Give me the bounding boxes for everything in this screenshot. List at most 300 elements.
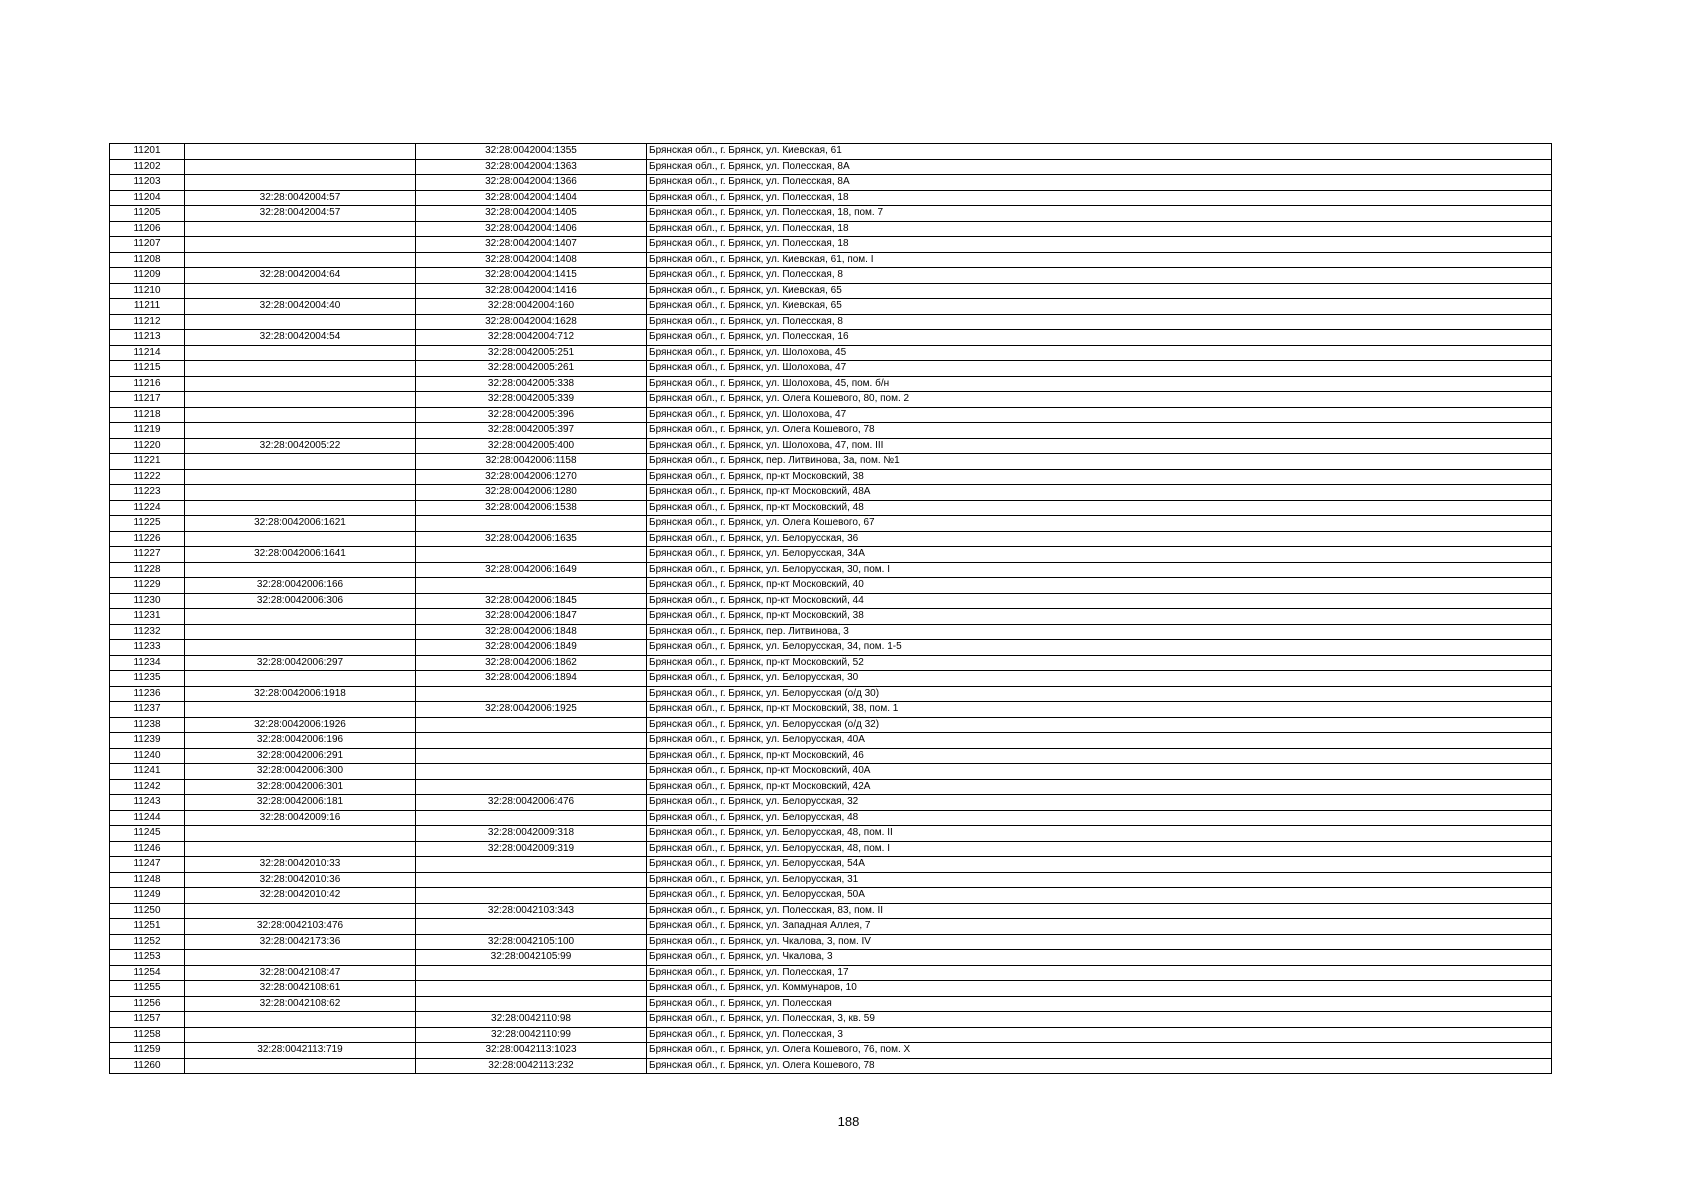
table-row bbox=[110, 175, 1552, 191]
object-number-cell: 32:28:0042004:1404 bbox=[416, 190, 647, 206]
parcel-number-cell bbox=[185, 1012, 416, 1028]
object-number-cell: 32:28:0042005:338 bbox=[416, 376, 647, 392]
table-row bbox=[110, 547, 1552, 563]
table-row bbox=[110, 1043, 1552, 1059]
object-number-cell bbox=[416, 686, 647, 702]
parcel-number-cell: 32:28:0042113:719 bbox=[185, 1043, 416, 1059]
address-cell: Брянская обл., г. Брянск, ул. Белорусская, 34, пом. 1-5 bbox=[647, 640, 1552, 656]
table-row bbox=[110, 779, 1552, 795]
table-row bbox=[110, 438, 1552, 454]
parcel-number-cell bbox=[185, 144, 416, 160]
table-row bbox=[110, 206, 1552, 222]
parcel-number-cell bbox=[185, 826, 416, 842]
parcel-number-cell: 32:28:0042006:291 bbox=[185, 748, 416, 764]
parcel-number-cell bbox=[185, 175, 416, 191]
object-number-cell: 32:28:0042005:396 bbox=[416, 407, 647, 423]
table-row bbox=[110, 237, 1552, 253]
table-row bbox=[110, 531, 1552, 547]
table-row bbox=[110, 965, 1552, 981]
table-row bbox=[110, 345, 1552, 361]
address-cell: Брянская обл., г. Брянск, ул. Полесская, 83, пом. II bbox=[647, 903, 1552, 919]
row-number-cell: 11219 bbox=[110, 423, 185, 439]
address-cell: Брянская обл., г. Брянск, ул. Белорусская, 31 bbox=[647, 872, 1552, 888]
registry-table bbox=[109, 143, 1552, 1074]
object-number-cell: 32:28:0042006:1538 bbox=[416, 500, 647, 516]
row-number-cell: 11242 bbox=[110, 779, 185, 795]
parcel-number-cell bbox=[185, 671, 416, 687]
row-number-cell: 11237 bbox=[110, 702, 185, 718]
parcel-number-cell: 32:28:0042103:476 bbox=[185, 919, 416, 935]
address-cell: Брянская обл., г. Брянск, ул. Олега Кошевого, 67 bbox=[647, 516, 1552, 532]
address-cell: Брянская обл., г. Брянск, ул. Белорусская, 34А bbox=[647, 547, 1552, 563]
row-number-cell: 11239 bbox=[110, 733, 185, 749]
parcel-number-cell bbox=[185, 314, 416, 330]
object-number-cell: 32:28:0042005:251 bbox=[416, 345, 647, 361]
parcel-number-cell bbox=[185, 376, 416, 392]
address-cell: Брянская обл., г. Брянск, ул. Белорусская (о/д 30) bbox=[647, 686, 1552, 702]
address-cell: Брянская обл., г. Брянск, ул. Киевская, 61, пом. I bbox=[647, 252, 1552, 268]
parcel-number-cell bbox=[185, 345, 416, 361]
address-cell: Брянская обл., г. Брянск, ул. Шолохова, 47 bbox=[647, 407, 1552, 423]
address-cell: Брянская обл., г. Брянск, ул. Белорусская, 30, пом. I bbox=[647, 562, 1552, 578]
table-row bbox=[110, 330, 1552, 346]
row-number-cell: 11218 bbox=[110, 407, 185, 423]
object-number-cell: 32:28:0042004:1407 bbox=[416, 237, 647, 253]
parcel-number-cell: 32:28:0042108:61 bbox=[185, 981, 416, 997]
row-number-cell: 11248 bbox=[110, 872, 185, 888]
table-row bbox=[110, 485, 1552, 501]
parcel-number-cell bbox=[185, 609, 416, 625]
address-cell: Брянская обл., г. Брянск, ул. Олега Кошевого, 76, пом. X bbox=[647, 1043, 1552, 1059]
object-number-cell: 32:28:0042005:400 bbox=[416, 438, 647, 454]
parcel-number-cell: 32:28:0042006:181 bbox=[185, 795, 416, 811]
table-row bbox=[110, 1027, 1552, 1043]
object-number-cell: 32:28:0042110:99 bbox=[416, 1027, 647, 1043]
object-number-cell bbox=[416, 981, 647, 997]
table-row bbox=[110, 950, 1552, 966]
parcel-number-cell: 32:28:0042173:36 bbox=[185, 934, 416, 950]
page-number: 188 bbox=[837, 1114, 860, 1129]
object-number-cell bbox=[416, 764, 647, 780]
object-number-cell: 32:28:0042006:1925 bbox=[416, 702, 647, 718]
table-row bbox=[110, 903, 1552, 919]
address-cell: Брянская обл., г. Брянск, ул. Полесская, 3 bbox=[647, 1027, 1552, 1043]
table-row bbox=[110, 733, 1552, 749]
object-number-cell: 32:28:0042004:160 bbox=[416, 299, 647, 315]
address-cell: Брянская обл., г. Брянск, пр-кт Московский, 44 bbox=[647, 593, 1552, 609]
parcel-number-cell bbox=[185, 221, 416, 237]
parcel-number-cell bbox=[185, 624, 416, 640]
parcel-number-cell bbox=[185, 283, 416, 299]
address-cell: Брянская обл., г. Брянск, ул. Киевская, 65 bbox=[647, 299, 1552, 315]
table-row bbox=[110, 795, 1552, 811]
parcel-number-cell: 32:28:0042004:54 bbox=[185, 330, 416, 346]
table-row bbox=[110, 144, 1552, 160]
row-number-cell: 11256 bbox=[110, 996, 185, 1012]
object-number-cell: 32:28:0042006:476 bbox=[416, 795, 647, 811]
row-number-cell: 11230 bbox=[110, 593, 185, 609]
object-number-cell: 32:28:0042006:1847 bbox=[416, 609, 647, 625]
address-cell: Брянская обл., г. Брянск, ул. Чкалова, 3, пом. IV bbox=[647, 934, 1552, 950]
row-number-cell: 11250 bbox=[110, 903, 185, 919]
row-number-cell: 11223 bbox=[110, 485, 185, 501]
parcel-number-cell: 32:28:0042006:166 bbox=[185, 578, 416, 594]
address-cell: Брянская обл., г. Брянск, ул. Белорусская, 30 bbox=[647, 671, 1552, 687]
table-row bbox=[110, 872, 1552, 888]
object-number-cell: 32:28:0042105:100 bbox=[416, 934, 647, 950]
parcel-number-cell bbox=[185, 423, 416, 439]
parcel-number-cell bbox=[185, 485, 416, 501]
registry-table-body bbox=[110, 144, 1552, 1074]
address-cell: Брянская обл., г. Брянск, ул. Полесская, 8 bbox=[647, 314, 1552, 330]
table-row bbox=[110, 748, 1552, 764]
row-number-cell: 11221 bbox=[110, 454, 185, 470]
row-number-cell: 11206 bbox=[110, 221, 185, 237]
row-number-cell: 11243 bbox=[110, 795, 185, 811]
row-number-cell: 11208 bbox=[110, 252, 185, 268]
object-number-cell bbox=[416, 888, 647, 904]
row-number-cell: 11210 bbox=[110, 283, 185, 299]
row-number-cell: 11227 bbox=[110, 547, 185, 563]
object-number-cell: 32:28:0042113:1023 bbox=[416, 1043, 647, 1059]
parcel-number-cell: 32:28:0042004:40 bbox=[185, 299, 416, 315]
parcel-number-cell bbox=[185, 562, 416, 578]
parcel-number-cell: 32:28:0042108:62 bbox=[185, 996, 416, 1012]
table-row bbox=[110, 593, 1552, 609]
table-row bbox=[110, 562, 1552, 578]
address-cell: Брянская обл., г. Брянск, ул. Западная Аллея, 7 bbox=[647, 919, 1552, 935]
table-row bbox=[110, 578, 1552, 594]
parcel-number-cell: 32:28:0042004:64 bbox=[185, 268, 416, 284]
table-row bbox=[110, 392, 1552, 408]
object-number-cell: 32:28:0042005:261 bbox=[416, 361, 647, 377]
row-number-cell: 11214 bbox=[110, 345, 185, 361]
object-number-cell: 32:28:0042006:1845 bbox=[416, 593, 647, 609]
object-number-cell: 32:28:0042103:343 bbox=[416, 903, 647, 919]
row-number-cell: 11204 bbox=[110, 190, 185, 206]
parcel-number-cell: 32:28:0042010:42 bbox=[185, 888, 416, 904]
object-number-cell: 32:28:0042004:712 bbox=[416, 330, 647, 346]
object-number-cell: 32:28:0042004:1628 bbox=[416, 314, 647, 330]
address-cell: Брянская обл., г. Брянск, ул. Олега Кошевого, 78 bbox=[647, 1058, 1552, 1074]
address-cell: Брянская обл., г. Брянск, ул. Белорусская, 54А bbox=[647, 857, 1552, 873]
parcel-number-cell bbox=[185, 361, 416, 377]
parcel-number-cell: 32:28:0042006:301 bbox=[185, 779, 416, 795]
table-row bbox=[110, 996, 1552, 1012]
address-cell: Брянская обл., г. Брянск, ул. Белорусская (о/д 32) bbox=[647, 717, 1552, 733]
table-row bbox=[110, 671, 1552, 687]
parcel-number-cell bbox=[185, 237, 416, 253]
parcel-number-cell: 32:28:0042006:1918 bbox=[185, 686, 416, 702]
address-cell: Брянская обл., г. Брянск, ул. Белорусская, 40А bbox=[647, 733, 1552, 749]
address-cell: Брянская обл., г. Брянск, пр-кт Московский, 52 bbox=[647, 655, 1552, 671]
table-row bbox=[110, 686, 1552, 702]
object-number-cell bbox=[416, 996, 647, 1012]
object-number-cell bbox=[416, 578, 647, 594]
object-number-cell: 32:28:0042006:1635 bbox=[416, 531, 647, 547]
row-number-cell: 11241 bbox=[110, 764, 185, 780]
parcel-number-cell: 32:28:0042004:57 bbox=[185, 206, 416, 222]
address-cell: Брянская обл., г. Брянск, пр-кт Московский, 38 bbox=[647, 469, 1552, 485]
object-number-cell bbox=[416, 779, 647, 795]
row-number-cell: 11244 bbox=[110, 810, 185, 826]
address-cell: Брянская обл., г. Брянск, пр-кт Московский, 46 bbox=[647, 748, 1552, 764]
object-number-cell bbox=[416, 748, 647, 764]
parcel-number-cell bbox=[185, 252, 416, 268]
row-number-cell: 11228 bbox=[110, 562, 185, 578]
object-number-cell: 32:28:0042009:318 bbox=[416, 826, 647, 842]
parcel-number-cell: 32:28:0042009:16 bbox=[185, 810, 416, 826]
row-number-cell: 11229 bbox=[110, 578, 185, 594]
parcel-number-cell bbox=[185, 531, 416, 547]
row-number-cell: 11211 bbox=[110, 299, 185, 315]
parcel-number-cell bbox=[185, 841, 416, 857]
parcel-number-cell bbox=[185, 159, 416, 175]
parcel-number-cell bbox=[185, 1058, 416, 1074]
table-row bbox=[110, 810, 1552, 826]
object-number-cell: 32:28:0042005:339 bbox=[416, 392, 647, 408]
row-number-cell: 11203 bbox=[110, 175, 185, 191]
table-row bbox=[110, 314, 1552, 330]
row-number-cell: 11224 bbox=[110, 500, 185, 516]
table-row bbox=[110, 702, 1552, 718]
object-number-cell bbox=[416, 965, 647, 981]
parcel-number-cell bbox=[185, 903, 416, 919]
parcel-number-cell: 32:28:0042004:57 bbox=[185, 190, 416, 206]
address-cell: Брянская обл., г. Брянск, ул. Олега Кошевого, 78 bbox=[647, 423, 1552, 439]
address-cell: Брянская обл., г. Брянск, ул. Чкалова, 3 bbox=[647, 950, 1552, 966]
table-row bbox=[110, 919, 1552, 935]
parcel-number-cell: 32:28:0042006:300 bbox=[185, 764, 416, 780]
address-cell: Брянская обл., г. Брянск, ул. Полесская, 18 bbox=[647, 190, 1552, 206]
row-number-cell: 11253 bbox=[110, 950, 185, 966]
object-number-cell: 32:28:0042113:232 bbox=[416, 1058, 647, 1074]
parcel-number-cell bbox=[185, 1027, 416, 1043]
table-row bbox=[110, 1058, 1552, 1074]
address-cell: Брянская обл., г. Брянск, ул. Полесская, 3, кв. 59 bbox=[647, 1012, 1552, 1028]
row-number-cell: 11260 bbox=[110, 1058, 185, 1074]
table-row bbox=[110, 624, 1552, 640]
row-number-cell: 11258 bbox=[110, 1027, 185, 1043]
object-number-cell: 32:28:0042004:1405 bbox=[416, 206, 647, 222]
table-row bbox=[110, 609, 1552, 625]
object-number-cell bbox=[416, 857, 647, 873]
address-cell: Брянская обл., г. Брянск, ул. Полесская, 18 bbox=[647, 221, 1552, 237]
object-number-cell bbox=[416, 810, 647, 826]
parcel-number-cell bbox=[185, 454, 416, 470]
table-row bbox=[110, 469, 1552, 485]
address-cell: Брянская обл., г. Брянск, ул. Белорусская, 48, пом. I bbox=[647, 841, 1552, 857]
parcel-number-cell: 32:28:0042006:1621 bbox=[185, 516, 416, 532]
object-number-cell bbox=[416, 516, 647, 532]
table-row bbox=[110, 888, 1552, 904]
parcel-number-cell bbox=[185, 702, 416, 718]
row-number-cell: 11220 bbox=[110, 438, 185, 454]
object-number-cell: 32:28:0042004:1416 bbox=[416, 283, 647, 299]
address-cell: Брянская обл., г. Брянск, пр-кт Московский, 38, пом. 1 bbox=[647, 702, 1552, 718]
address-cell: Брянская обл., г. Брянск, ул. Шолохова, 45 bbox=[647, 345, 1552, 361]
row-number-cell: 11202 bbox=[110, 159, 185, 175]
table-row bbox=[110, 423, 1552, 439]
parcel-number-cell bbox=[185, 407, 416, 423]
row-number-cell: 11231 bbox=[110, 609, 185, 625]
table-row bbox=[110, 252, 1552, 268]
address-cell: Брянская обл., г. Брянск, пер. Литвинова, 3а, пом. №1 bbox=[647, 454, 1552, 470]
table-row bbox=[110, 376, 1552, 392]
parcel-number-cell: 32:28:0042010:33 bbox=[185, 857, 416, 873]
table-row bbox=[110, 221, 1552, 237]
parcel-number-cell: 32:28:0042006:306 bbox=[185, 593, 416, 609]
address-cell: Брянская обл., г. Брянск, ул. Шолохова, 47 bbox=[647, 361, 1552, 377]
row-number-cell: 11257 bbox=[110, 1012, 185, 1028]
object-number-cell bbox=[416, 717, 647, 733]
row-number-cell: 11216 bbox=[110, 376, 185, 392]
address-cell: Брянская обл., г. Брянск, ул. Полесская bbox=[647, 996, 1552, 1012]
row-number-cell: 11251 bbox=[110, 919, 185, 935]
address-cell: Брянская обл., г. Брянск, ул. Шолохова, 45, пом. б/н bbox=[647, 376, 1552, 392]
table-row bbox=[110, 717, 1552, 733]
parcel-number-cell: 32:28:0042108:47 bbox=[185, 965, 416, 981]
address-cell: Брянская обл., г. Брянск, пр-кт Московский, 38 bbox=[647, 609, 1552, 625]
object-number-cell: 32:28:0042004:1415 bbox=[416, 268, 647, 284]
object-number-cell: 32:28:0042004:1355 bbox=[416, 144, 647, 160]
object-number-cell: 32:28:0042006:1158 bbox=[416, 454, 647, 470]
address-cell: Брянская обл., г. Брянск, ул. Полесская, 8А bbox=[647, 175, 1552, 191]
row-number-cell: 11246 bbox=[110, 841, 185, 857]
row-number-cell: 11205 bbox=[110, 206, 185, 222]
object-number-cell: 32:28:0042006:1649 bbox=[416, 562, 647, 578]
table-row bbox=[110, 159, 1552, 175]
table-row bbox=[110, 299, 1552, 315]
object-number-cell: 32:28:0042004:1363 bbox=[416, 159, 647, 175]
row-number-cell: 11255 bbox=[110, 981, 185, 997]
table-row bbox=[110, 841, 1552, 857]
address-cell: Брянская обл., г. Брянск, пр-кт Московский, 48 bbox=[647, 500, 1552, 516]
table-row bbox=[110, 857, 1552, 873]
object-number-cell bbox=[416, 547, 647, 563]
row-number-cell: 11201 bbox=[110, 144, 185, 160]
parcel-number-cell bbox=[185, 392, 416, 408]
address-cell: Брянская обл., г. Брянск, пер. Литвинова, 3 bbox=[647, 624, 1552, 640]
parcel-number-cell bbox=[185, 469, 416, 485]
address-cell: Брянская обл., г. Брянск, пр-кт Московский, 40А bbox=[647, 764, 1552, 780]
row-number-cell: 11254 bbox=[110, 965, 185, 981]
table-row bbox=[110, 500, 1552, 516]
object-number-cell bbox=[416, 733, 647, 749]
row-number-cell: 11215 bbox=[110, 361, 185, 377]
row-number-cell: 11238 bbox=[110, 717, 185, 733]
address-cell: Брянская обл., г. Брянск, ул. Белорусская, 50А bbox=[647, 888, 1552, 904]
row-number-cell: 11225 bbox=[110, 516, 185, 532]
parcel-number-cell bbox=[185, 500, 416, 516]
row-number-cell: 11249 bbox=[110, 888, 185, 904]
table-row bbox=[110, 516, 1552, 532]
row-number-cell: 11252 bbox=[110, 934, 185, 950]
address-cell: Брянская обл., г. Брянск, пр-кт Московский, 42А bbox=[647, 779, 1552, 795]
row-number-cell: 11233 bbox=[110, 640, 185, 656]
parcel-number-cell bbox=[185, 640, 416, 656]
row-number-cell: 11213 bbox=[110, 330, 185, 346]
address-cell: Брянская обл., г. Брянск, ул. Киевская, 61 bbox=[647, 144, 1552, 160]
parcel-number-cell: 32:28:0042006:196 bbox=[185, 733, 416, 749]
row-number-cell: 11240 bbox=[110, 748, 185, 764]
object-number-cell: 32:28:0042004:1366 bbox=[416, 175, 647, 191]
row-number-cell: 11207 bbox=[110, 237, 185, 253]
address-cell: Брянская обл., г. Брянск, ул. Полесская, 17 bbox=[647, 965, 1552, 981]
object-number-cell: 32:28:0042006:1280 bbox=[416, 485, 647, 501]
table-row bbox=[110, 1012, 1552, 1028]
row-number-cell: 11209 bbox=[110, 268, 185, 284]
object-number-cell: 32:28:0042006:1894 bbox=[416, 671, 647, 687]
parcel-number-cell bbox=[185, 950, 416, 966]
table-row bbox=[110, 826, 1552, 842]
object-number-cell: 32:28:0042006:1849 bbox=[416, 640, 647, 656]
parcel-number-cell: 32:28:0042006:297 bbox=[185, 655, 416, 671]
object-number-cell: 32:28:0042006:1270 bbox=[416, 469, 647, 485]
object-number-cell bbox=[416, 872, 647, 888]
address-cell: Брянская обл., г. Брянск, ул. Олега Кошевого, 80, пом. 2 bbox=[647, 392, 1552, 408]
row-number-cell: 11226 bbox=[110, 531, 185, 547]
object-number-cell bbox=[416, 919, 647, 935]
object-number-cell: 32:28:0042006:1862 bbox=[416, 655, 647, 671]
object-number-cell: 32:28:0042110:98 bbox=[416, 1012, 647, 1028]
address-cell: Брянская обл., г. Брянск, пр-кт Московский, 40 bbox=[647, 578, 1552, 594]
table-row bbox=[110, 454, 1552, 470]
parcel-number-cell: 32:28:0042005:22 bbox=[185, 438, 416, 454]
address-cell: Брянская обл., г. Брянск, ул. Полесская, 18 bbox=[647, 237, 1552, 253]
row-number-cell: 11217 bbox=[110, 392, 185, 408]
object-number-cell: 32:28:0042009:319 bbox=[416, 841, 647, 857]
table-row bbox=[110, 934, 1552, 950]
table-row bbox=[110, 407, 1552, 423]
table-row bbox=[110, 268, 1552, 284]
row-number-cell: 11234 bbox=[110, 655, 185, 671]
table-row bbox=[110, 190, 1552, 206]
row-number-cell: 11245 bbox=[110, 826, 185, 842]
table-row bbox=[110, 981, 1552, 997]
parcel-number-cell: 32:28:0042006:1641 bbox=[185, 547, 416, 563]
address-cell: Брянская обл., г. Брянск, ул. Шолохова, 47, пом. III bbox=[647, 438, 1552, 454]
address-cell: Брянская обл., г. Брянск, ул. Коммунаров, 10 bbox=[647, 981, 1552, 997]
address-cell: Брянская обл., г. Брянск, ул. Белорусская, 36 bbox=[647, 531, 1552, 547]
row-number-cell: 11259 bbox=[110, 1043, 185, 1059]
parcel-number-cell: 32:28:0042006:1926 bbox=[185, 717, 416, 733]
address-cell: Брянская обл., г. Брянск, ул. Полесская, 18, пом. 7 bbox=[647, 206, 1552, 222]
row-number-cell: 11236 bbox=[110, 686, 185, 702]
table-row bbox=[110, 283, 1552, 299]
row-number-cell: 11222 bbox=[110, 469, 185, 485]
address-cell: Брянская обл., г. Брянск, ул. Белорусская, 48, пом. II bbox=[647, 826, 1552, 842]
address-cell: Брянская обл., г. Брянск, ул. Полесская, 16 bbox=[647, 330, 1552, 346]
address-cell: Брянская обл., г. Брянск, ул. Полесская, 8 bbox=[647, 268, 1552, 284]
object-number-cell: 32:28:0042004:1406 bbox=[416, 221, 647, 237]
object-number-cell: 32:28:0042005:397 bbox=[416, 423, 647, 439]
address-cell: Брянская обл., г. Брянск, ул. Полесская, 8А bbox=[647, 159, 1552, 175]
row-number-cell: 11232 bbox=[110, 624, 185, 640]
address-cell: Брянская обл., г. Брянск, пр-кт Московский, 48А bbox=[647, 485, 1552, 501]
object-number-cell: 32:28:0042105:99 bbox=[416, 950, 647, 966]
address-cell: Брянская обл., г. Брянск, ул. Белорусская, 48 bbox=[647, 810, 1552, 826]
address-cell: Брянская обл., г. Брянск, ул. Белорусская, 32 bbox=[647, 795, 1552, 811]
table-row bbox=[110, 361, 1552, 377]
row-number-cell: 11247 bbox=[110, 857, 185, 873]
table-row bbox=[110, 655, 1552, 671]
address-cell: Брянская обл., г. Брянск, ул. Киевская, 65 bbox=[647, 283, 1552, 299]
parcel-number-cell: 32:28:0042010:36 bbox=[185, 872, 416, 888]
table-row bbox=[110, 764, 1552, 780]
row-number-cell: 11235 bbox=[110, 671, 185, 687]
object-number-cell: 32:28:0042006:1848 bbox=[416, 624, 647, 640]
